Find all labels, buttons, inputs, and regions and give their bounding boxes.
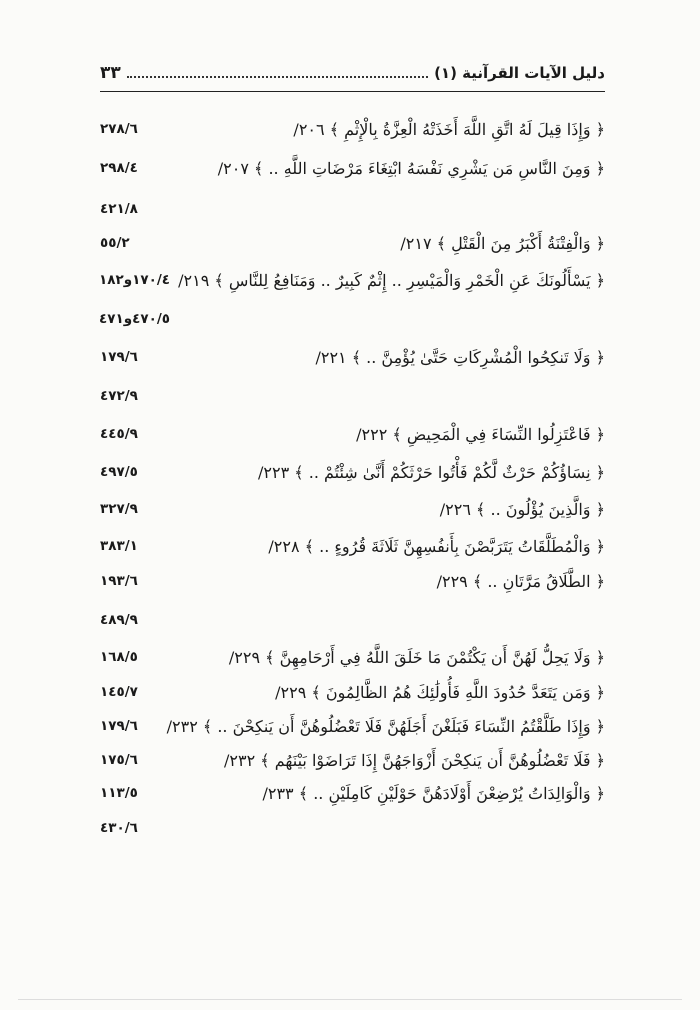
index-entry [100, 641, 605, 673]
index-entry [100, 530, 605, 562]
verse-text: ﴿ وَإِذَا طَلَّقْتُمُ النِّسَاءَ فَبَلَغْنَ أَجَلَهُنَّ فَلَا تَعْضُلُوهُنَّ أَن يَنكِحْنَ .. ﴾ ٢٣٢/ [166, 716, 605, 736]
index-entry [100, 604, 605, 636]
volume-page-ref: ٤٧٠/٥و٤٧١ [98, 311, 170, 327]
verse-text: ﴿ وَمِنَ النَّاسِ مَن يَشْرِي نَفْسَهُ ابْتِغَاءَ مَرْضَاتِ اللَّهِ .. ﴾ ٢٠٧/ [217, 158, 605, 178]
index-entry [100, 380, 605, 412]
volume-page-ref: ٤٤٥/٩ [100, 426, 138, 442]
volume-page-ref: ٢٧٨/٦ [100, 121, 138, 137]
index-entry [100, 710, 605, 742]
volume-page-ref: ١٧٠/٤و١٨٢ [98, 272, 170, 288]
volume-page-ref: ٥٥/٢ [100, 235, 130, 251]
verse-text: ﴿ وَالْفِتْنَةُ أَكْبَرُ مِنَ الْقَتْلِ ﴾ ٢١٧/ [400, 233, 605, 253]
index-entry [100, 193, 605, 225]
volume-page-ref: ١٤٥/٧ [100, 684, 138, 700]
volume-page-ref: ١٦٨/٥ [100, 649, 138, 665]
index-entry [100, 264, 605, 296]
header-title: دليل الآيات القرآنية (١) [434, 64, 605, 82]
volume-page-ref: ٢٩٨/٤ [100, 160, 138, 176]
volume-page-ref: ٤٩٧/٥ [100, 464, 138, 480]
index-entry [100, 227, 605, 259]
index-entry [100, 493, 605, 525]
volume-page-ref: ٣٨٣/١ [100, 538, 138, 554]
index-entry [100, 777, 605, 809]
volume-page-ref: ٤٢١/٨ [100, 201, 138, 217]
index-entry [100, 418, 605, 450]
index-entry [100, 303, 605, 335]
verse-text: ﴿ فَلَا تَعْضُلُوهُنَّ أَن يَنكِحْنَ أَزْوَاجَهُنَّ إِذَا تَرَاضَوْا بَيْنَهُم ﴾ ٢٣٢/ [224, 750, 605, 770]
header-rule [100, 91, 605, 92]
verse-text: ﴿ وَلَا يَحِلُّ لَهُنَّ أَن يَكْتُمْنَ مَا خَلَقَ اللَّهُ فِي أَرْحَامِهِنَّ ﴾ ٢٢٩/ [228, 647, 605, 667]
verse-text: ﴿ فَاعْتَزِلُوا النِّسَاءَ فِي الْمَحِيضِ ﴾ ٢٢٢/ [356, 424, 605, 444]
verse-text: ﴿ وَلَا تَنكِحُوا الْمُشْرِكَاتِ حَتَّىٰ يُؤْمِنَّ .. ﴾ ٢٢١/ [315, 347, 605, 367]
volume-page-ref: ١١٣/٥ [100, 785, 138, 801]
verse-text: ﴿ وَإِذَا قِيلَ لَهُ اتَّقِ اللَّهَ أَخَذَتْهُ الْعِزَّةُ بِالْإِثْمِ ﴾ ٢٠٦/ [293, 119, 605, 139]
index-entry [100, 565, 605, 597]
verse-text: ﴿ نِسَاؤُكُمْ حَرْثٌ لَّكُمْ فَأْتُوا حَرْثَكُمْ أَنَّىٰ شِئْتُمْ .. ﴾ ٢٢٣/ [258, 462, 605, 482]
volume-page-ref: ٤٨٩/٩ [100, 612, 138, 628]
index-entry [100, 113, 605, 145]
volume-page-ref: ٤٧٢/٩ [100, 388, 138, 404]
index-entry [100, 676, 605, 708]
verse-text: ﴿ وَالَّذِينَ يُؤْلُونَ .. ﴾ ٢٢٦/ [439, 499, 605, 519]
index-entry [100, 456, 605, 488]
verse-text: ﴿ وَمَن يَتَعَدَّ حُدُودَ اللَّهِ فَأُولَٰئِكَ هُمُ الظَّالِمُونَ ﴾ ٢٢٩/ [275, 682, 605, 702]
index-entry [100, 812, 605, 844]
volume-page-ref: ١٩٣/٦ [100, 573, 138, 589]
volume-page-ref: ٣٢٧/٩ [100, 501, 138, 517]
header-dot-leader [127, 75, 428, 78]
page-number: ٣٣ [100, 63, 121, 83]
verse-text: ﴿ يَسْأَلُونَكَ عَنِ الْخَمْرِ وَالْمَيْسِرِ .. إِثْمٌ كَبِيرٌ .. وَمَنَافِعُ لِلنَّاسِ ﴾ ٢١٩/ [178, 270, 605, 290]
running-header [100, 58, 605, 88]
verse-text: ﴿ وَالْوَالِدَاتُ يُرْضِعْنَ أَوْلَادَهُنَّ حَوْلَيْنِ كَامِلَيْنِ .. ﴾ ٢٣٣/ [262, 783, 605, 803]
index-entry [100, 744, 605, 776]
verse-text: ﴿ الطَّلَاقُ مَرَّتَانِ .. ﴾ ٢٢٩/ [436, 571, 605, 591]
index-entry [100, 341, 605, 373]
volume-page-ref: ١٧٥/٦ [100, 752, 138, 768]
index-entry [100, 152, 605, 184]
scan-edge [18, 999, 682, 1000]
volume-page-ref: ١٧٩/٦ [100, 349, 138, 365]
volume-page-ref: ١٧٩/٦ [100, 718, 138, 734]
volume-page-ref: ٤٣٠/٦ [100, 820, 138, 836]
verse-text: ﴿ وَالْمُطَلَّقَاتُ يَتَرَبَّصْنَ بِأَنفُسِهِنَّ ثَلَاثَةَ قُرُوءٍ .. ﴾ ٢٢٨/ [268, 536, 605, 556]
